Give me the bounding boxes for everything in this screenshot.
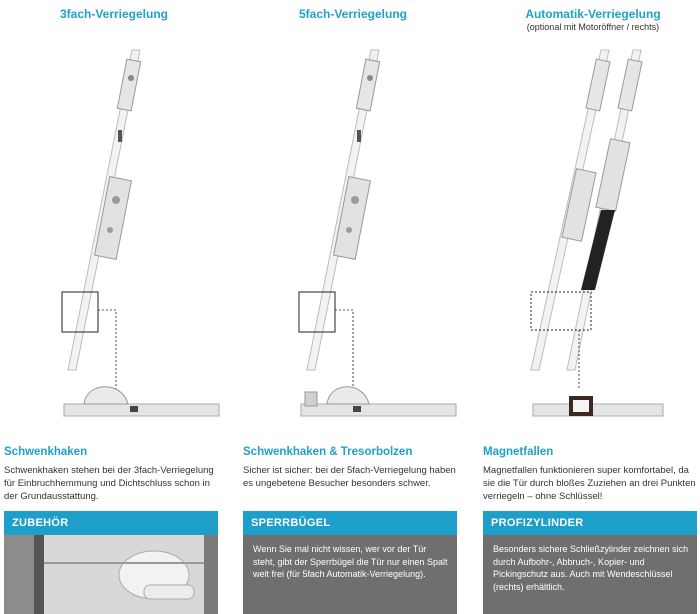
column-3fach: [4, 0, 224, 614]
lock-illustration-automatik: [483, 30, 700, 430]
feature-title: Schwenkhaken: [4, 446, 88, 458]
info-box-sperrbuegel: [243, 535, 457, 614]
section-label: ZUBEHÖR: [12, 517, 69, 529]
info-text: Besonders sichere Schließzylinder zeichnen sich durch Aufbohr-, Abbruch-, Kopier- und Pickingschutz aus. Auch mit Wendeschlüssel (rechts) erhältlich.: [493, 544, 689, 592]
info-text: Wenn Sie mal nicht wissen, wer vor der Tür steht, gibt der Sperrbügel die Tür nur einen Spalt weit frei (für 5fach Automatik-Verriegelung).: [253, 544, 448, 579]
section-bar-zubehoer: [4, 511, 218, 535]
column-title: Automatik-Verriegelung: [525, 7, 661, 21]
info-box-profizylinder: [483, 535, 697, 614]
feature-text: Magnetfallen funktionieren super komfortabel, da sie die Tür durch bloßes Zuziehen an drei Punkten verriegeln – ohne Schlüssel!: [483, 465, 696, 502]
feature-text: Schwenkhaken stehen bei der 3fach-Verriegelung für Einbruchhemmung und Dichtschluss schon in der Grundausstattung.: [4, 465, 214, 502]
column-subtitle: (optional mit Motoröffner / rechts): [526, 22, 660, 32]
lock-illustration-5fach: [243, 30, 463, 430]
section-bar-sperrbuegel: [243, 511, 457, 535]
column-title: 5fach-Verriegelung: [298, 7, 408, 21]
section-label: PROFIZYLINDER: [491, 517, 584, 529]
section-bar-profizylinder: [483, 511, 697, 535]
door-handle-photo: [4, 535, 218, 614]
feature-title: Magnetfallen: [483, 446, 554, 458]
section-label: SPERRBÜGEL: [251, 517, 331, 529]
feature-text: Sicher ist sicher: bei der 5fach-Verriegelung haben es ungebetene Besucher besonders schwer.: [243, 465, 456, 489]
feature-title: Schwenkhaken & Tresorbolzen: [243, 446, 413, 458]
column-title: 3fach-Verriegelung: [59, 7, 169, 21]
column-automatik: [483, 0, 700, 614]
lock-illustration-3fach: [4, 30, 224, 430]
column-5fach: [243, 0, 463, 614]
